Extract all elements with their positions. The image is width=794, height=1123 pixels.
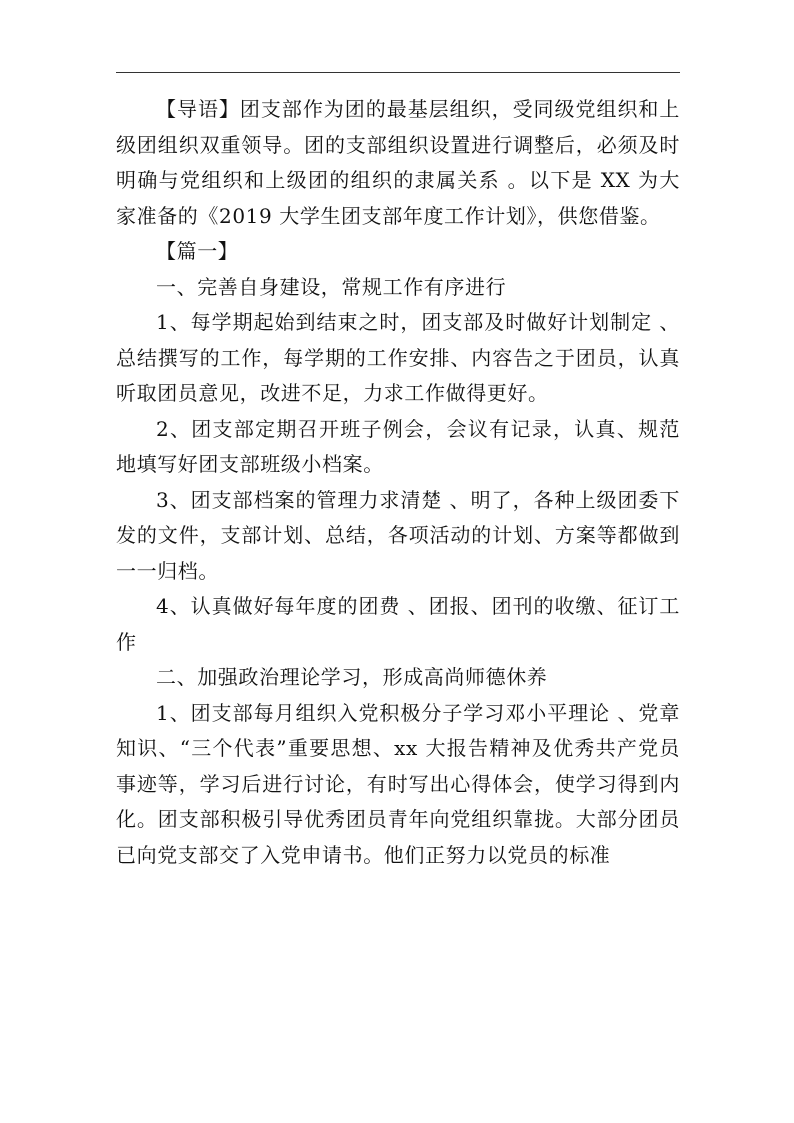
heading-one: 一、完善自身建设，常规工作有序进行 bbox=[156, 274, 507, 299]
heading-two: 二、加强政治理论学习，形成高尚师德休养 bbox=[156, 665, 548, 689]
section-title: 【篇一】 bbox=[156, 239, 239, 263]
item-2-1: 1、团支部每月组织入党积极分子学习邓小平理论 、党章知识、“三个代表”重要思想、xx 大报告精神及优秀共产党员事迹等，学习后进行讨论，有时写出心得体会，使学习得到内化。团支部积极引导优秀团员青年向党组织靠拢。大部分团员已向党支部交了入党申请书。他们正努力以党员的标准 bbox=[116, 700, 680, 867]
item-1-4: 4、认真做好每年度的团费 、团报、团刊的收缴、征订工作 bbox=[116, 594, 680, 654]
header-rule bbox=[116, 72, 680, 73]
document-body bbox=[116, 92, 680, 873]
item-1-1: 1、每学期起始到结束之时，团支部及时做好计划制定 、总结撰写的工作，每学期的工作安排、内容告之于团员，认真听取团员意见，改进不足，力求工作做得更好。 bbox=[116, 310, 680, 405]
item-1-3: 3、团支部档案的管理力求清楚 、明了，各种上级团委下发的文件，支部计划、总结，各项活动的计划、方案等都做到一一归档。 bbox=[116, 487, 680, 583]
item-1-2: 2、团支部定期召开班子例会，会议有记录，认真、规范地填写好团支部班级小档案。 bbox=[116, 416, 680, 476]
intro-paragraph: 【导语】团支部作为团的最基层组织，受同级党组织和上级团组织双重领导。团的支部组织设置进行调整后，必须及时明确与党组织和上级团的组织的隶属关系 。以下是 XX 为大家准备的《2019 大学生团支部年度工作计划》，供您借鉴。 bbox=[116, 97, 680, 228]
